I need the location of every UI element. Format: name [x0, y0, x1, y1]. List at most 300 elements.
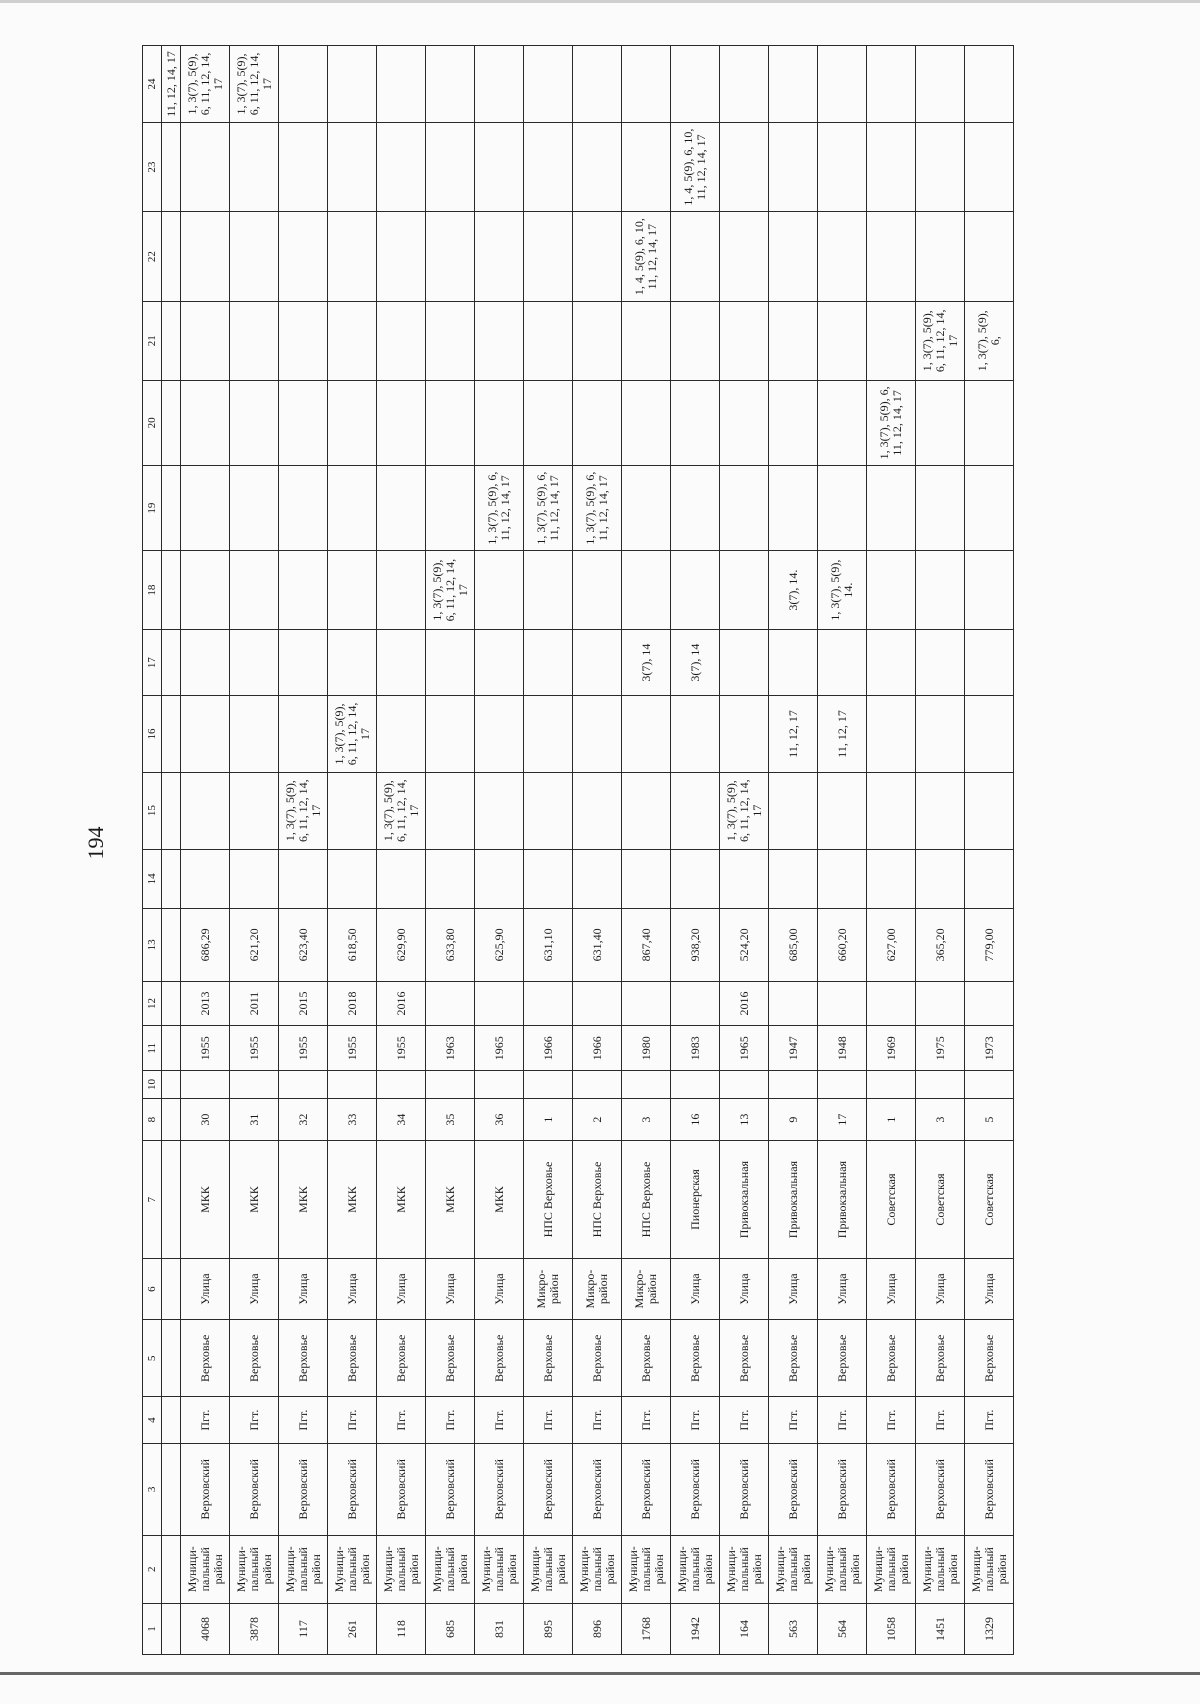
cell-c5: Верховье [279, 1320, 328, 1397]
cell-c2: Муници-пальный район [965, 1535, 1014, 1603]
cell-c15: 1, 3(7), 5(9), 6, 11, 12, 14, 17 [279, 772, 328, 849]
table-row [867, 46, 916, 1655]
cell-c23 [818, 122, 867, 212]
cell-c15 [181, 772, 230, 849]
cell-c11: 1980 [622, 1026, 671, 1071]
cell-c17 [426, 630, 475, 696]
cell-c20 [573, 380, 622, 465]
cell-c13: 660,20 [818, 909, 867, 981]
cell-c16 [426, 696, 475, 773]
cell-c18 [279, 551, 328, 630]
cell-c22: 1, 4, 5(9), 6, 10, 11, 12, 14, 17 [622, 212, 671, 302]
cell-c20 [475, 380, 524, 465]
cell-c17 [916, 630, 965, 696]
cell-c15 [769, 772, 818, 849]
cell-c13: 779,00 [965, 909, 1014, 981]
table-row [377, 46, 426, 1655]
table-row [671, 46, 720, 1655]
cell-c12 [867, 981, 916, 1026]
cell-c2: Муници-пальный район [769, 1535, 818, 1603]
cell-c14 [867, 849, 916, 909]
cell-c20 [671, 380, 720, 465]
cell-c19 [230, 465, 279, 550]
cell-c18 [671, 551, 720, 630]
cell-c5: Верховье [426, 1320, 475, 1397]
cell-c18: 1, 3(7), 5(9), 14. [818, 551, 867, 630]
cell-c8: 1 [867, 1098, 916, 1141]
table-row [818, 46, 867, 1655]
cell-c5: Верховье [230, 1320, 279, 1397]
cell-c3: Верховский [965, 1444, 1014, 1536]
cell-c24 [671, 46, 720, 123]
cell-c2: Муници-пальный район [524, 1535, 573, 1603]
cell-c5: Верховье [720, 1320, 769, 1397]
cell-c7: Пионерская [671, 1141, 720, 1258]
cell-c23 [867, 122, 916, 212]
cell-c22 [230, 212, 279, 302]
cell-c7: Привокзальная [818, 1141, 867, 1258]
cell-c10 [573, 1071, 622, 1099]
cell-c17: 3(7), 14 [622, 630, 671, 696]
cell-c4 [162, 1397, 181, 1444]
cell-c23 [965, 122, 1014, 212]
cell-c4: Пгт. [720, 1397, 769, 1444]
cell-c7: Советская [916, 1141, 965, 1258]
cell-c13 [162, 909, 181, 981]
cell-c8 [162, 1098, 181, 1141]
cell-c15 [230, 772, 279, 849]
cell-c16: 1, 3(7), 5(9), 6, 11, 12, 14, 17 [328, 696, 377, 773]
cell-c4: Пгт. [524, 1397, 573, 1444]
cell-c7: Привокзальная [720, 1141, 769, 1258]
cell-c20 [328, 380, 377, 465]
cell-c13: 867,40 [622, 909, 671, 981]
table-body [162, 46, 1014, 1655]
cell-c18 [162, 551, 181, 630]
cell-c24 [377, 46, 426, 123]
cell-c6: Микро-район [524, 1258, 573, 1320]
cell-c22 [573, 212, 622, 302]
cell-c19 [328, 465, 377, 550]
cell-c4: Пгт. [622, 1397, 671, 1444]
cell-c11: 1983 [671, 1026, 720, 1071]
cell-c2: Муници-пальный район [279, 1535, 328, 1603]
cell-c20 [230, 380, 279, 465]
table-row [279, 46, 328, 1655]
cell-c17 [818, 630, 867, 696]
cell-c20 [426, 380, 475, 465]
cell-c11: 1955 [279, 1026, 328, 1071]
cell-c14 [328, 849, 377, 909]
table-row [769, 46, 818, 1655]
cell-c22 [279, 212, 328, 302]
cell-c18: 1, 3(7), 5(9), 6, 11, 12, 14, 17 [426, 551, 475, 630]
cell-c3: Верховский [524, 1444, 573, 1536]
table-row [965, 46, 1014, 1655]
cell-c7: НПС Верховье [524, 1141, 573, 1258]
cell-c7: МКК [279, 1141, 328, 1258]
cell-c2: Муници-пальный район [622, 1535, 671, 1603]
cell-c1: 261 [328, 1603, 377, 1654]
cell-c18 [622, 551, 671, 630]
cell-c19 [769, 465, 818, 550]
top-edge-line [0, 0, 1200, 3]
cell-c14 [769, 849, 818, 909]
cell-c5: Верховье [377, 1320, 426, 1397]
cell-c17 [965, 630, 1014, 696]
cell-c4: Пгт. [475, 1397, 524, 1444]
cell-c8: 33 [328, 1098, 377, 1141]
cell-c6: Улица [230, 1258, 279, 1320]
cell-c23 [916, 122, 965, 212]
cell-c14 [573, 849, 622, 909]
cell-c10 [162, 1071, 181, 1099]
cell-c6: Улица [720, 1258, 769, 1320]
cell-c16 [720, 696, 769, 773]
cell-c2 [162, 1535, 181, 1603]
cell-c11: 1969 [867, 1026, 916, 1071]
cell-c4: Пгт. [426, 1397, 475, 1444]
table-row [573, 46, 622, 1655]
cell-c16 [965, 696, 1014, 773]
cell-c5: Верховье [769, 1320, 818, 1397]
cell-c16 [524, 696, 573, 773]
cell-c23 [573, 122, 622, 212]
cell-c11: 1948 [818, 1026, 867, 1071]
cell-c6: Улица [769, 1258, 818, 1320]
cell-c17 [230, 630, 279, 696]
cell-c13: 631,40 [573, 909, 622, 981]
cell-c1: 4068 [181, 1603, 230, 1654]
cell-c3: Верховский [769, 1444, 818, 1536]
rotated-table-wrapper [142, 45, 1042, 1655]
cell-c21: 1, 3(7), 5(9), 6, [965, 301, 1014, 380]
cell-c17 [377, 630, 426, 696]
cell-c19 [162, 465, 181, 550]
cell-c1: 1942 [671, 1603, 720, 1654]
cell-c22 [720, 212, 769, 302]
cell-c10 [377, 1071, 426, 1099]
cell-c23 [328, 122, 377, 212]
bottom-edge-line [0, 1672, 1200, 1675]
cell-c18 [377, 551, 426, 630]
cell-c23 [720, 122, 769, 212]
cell-c8: 31 [230, 1098, 279, 1141]
table-row [181, 46, 230, 1655]
column-number-22: 22 [143, 212, 162, 302]
cell-c22 [867, 212, 916, 302]
cell-c13: 618,50 [328, 909, 377, 981]
cell-c17 [769, 630, 818, 696]
cell-c18 [867, 551, 916, 630]
cell-c6: Улица [965, 1258, 1014, 1320]
cell-c23 [377, 122, 426, 212]
cell-c1: 564 [818, 1603, 867, 1654]
cell-c3: Верховский [671, 1444, 720, 1536]
cell-c24 [916, 46, 965, 123]
cell-c10 [916, 1071, 965, 1099]
cell-c20 [769, 380, 818, 465]
cell-c20 [162, 380, 181, 465]
cell-c16 [181, 696, 230, 773]
cell-c6: Улица [671, 1258, 720, 1320]
cell-c20 [279, 380, 328, 465]
cell-c4: Пгт. [769, 1397, 818, 1444]
cell-c21 [769, 301, 818, 380]
cell-c13: 631,10 [524, 909, 573, 981]
cell-c1: 164 [720, 1603, 769, 1654]
cell-c5: Верховье [328, 1320, 377, 1397]
cell-c20 [377, 380, 426, 465]
cell-c12 [426, 981, 475, 1026]
cell-c1: 831 [475, 1603, 524, 1654]
cell-c2: Муници-пальный район [573, 1535, 622, 1603]
cell-c4: Пгт. [181, 1397, 230, 1444]
cell-c13: 686,29 [181, 909, 230, 981]
cell-c20 [965, 380, 1014, 465]
cell-c5: Верховье [475, 1320, 524, 1397]
cell-c8: 5 [965, 1098, 1014, 1141]
cell-c8: 13 [720, 1098, 769, 1141]
cell-c4: Пгт. [916, 1397, 965, 1444]
column-number-18: 18 [143, 551, 162, 630]
cell-c16 [622, 696, 671, 773]
cell-c24: 1, 3(7), 5(9), 6, 11, 12, 14, 17 [230, 46, 279, 123]
cell-c11: 1965 [475, 1026, 524, 1071]
table-row [916, 46, 965, 1655]
cell-c2: Муници-пальный район [671, 1535, 720, 1603]
cell-c2: Муници-пальный район [328, 1535, 377, 1603]
cell-c24 [818, 46, 867, 123]
cell-c22 [965, 212, 1014, 302]
cell-c14 [671, 849, 720, 909]
cell-c19 [720, 465, 769, 550]
cell-c19 [965, 465, 1014, 550]
cell-c19 [426, 465, 475, 550]
cell-c11: 1955 [328, 1026, 377, 1071]
table-row [622, 46, 671, 1655]
cell-c11: 1963 [426, 1026, 475, 1071]
cell-c17 [720, 630, 769, 696]
column-number-17: 17 [143, 630, 162, 696]
cell-c23 [475, 122, 524, 212]
cell-c21 [573, 301, 622, 380]
cell-c14 [720, 849, 769, 909]
cell-c12 [916, 981, 965, 1026]
cell-c16 [916, 696, 965, 773]
cell-c23 [181, 122, 230, 212]
cell-c8: 34 [377, 1098, 426, 1141]
cell-c15 [965, 772, 1014, 849]
cell-c4: Пгт. [965, 1397, 1014, 1444]
table-row [720, 46, 769, 1655]
cell-c1: 895 [524, 1603, 573, 1654]
cell-c15 [162, 772, 181, 849]
cell-c1: 1768 [622, 1603, 671, 1654]
cell-c4: Пгт. [377, 1397, 426, 1444]
cell-c24 [720, 46, 769, 123]
cell-c10 [230, 1071, 279, 1099]
column-number-5: 5 [143, 1320, 162, 1397]
cell-c19: 1, 3(7), 5(9), 6, 11, 12, 14, 17 [475, 465, 524, 550]
cell-c6: Улица [426, 1258, 475, 1320]
column-number-20: 20 [143, 380, 162, 465]
table-row [475, 46, 524, 1655]
cell-c12 [818, 981, 867, 1026]
cell-c4: Пгт. [328, 1397, 377, 1444]
cell-c13: 621,20 [230, 909, 279, 981]
cell-c3: Верховский [916, 1444, 965, 1536]
cell-c18 [720, 551, 769, 630]
column-number-16: 16 [143, 696, 162, 773]
cell-c2: Муници-пальный район [377, 1535, 426, 1603]
cell-c24: 11, 12, 14, 17 [162, 46, 181, 123]
cell-c7: МКК [377, 1141, 426, 1258]
cell-c23 [622, 122, 671, 212]
column-number-23: 23 [143, 122, 162, 212]
cell-c7: Привокзальная [769, 1141, 818, 1258]
cell-c14 [916, 849, 965, 909]
cell-c3: Верховский [181, 1444, 230, 1536]
cell-c13: 625,90 [475, 909, 524, 981]
cell-c11: 1965 [720, 1026, 769, 1071]
cell-c17 [573, 630, 622, 696]
cell-c10 [720, 1071, 769, 1099]
cell-c5: Верховье [867, 1320, 916, 1397]
cell-c19 [818, 465, 867, 550]
cell-c12 [475, 981, 524, 1026]
cell-c10 [328, 1071, 377, 1099]
cell-c11: 1955 [230, 1026, 279, 1071]
cell-c22 [181, 212, 230, 302]
cell-c1: 563 [769, 1603, 818, 1654]
cell-c22 [162, 212, 181, 302]
cell-c21 [671, 301, 720, 380]
cell-c22 [524, 212, 573, 302]
cell-c11: 1973 [965, 1026, 1014, 1071]
cell-c16 [475, 696, 524, 773]
cell-c14 [279, 849, 328, 909]
cell-c11 [162, 1026, 181, 1071]
cell-c18 [230, 551, 279, 630]
column-number-3: 3 [143, 1444, 162, 1536]
table-row [230, 46, 279, 1655]
cell-c23 [230, 122, 279, 212]
cell-c15 [475, 772, 524, 849]
cell-c14 [426, 849, 475, 909]
cell-c14 [162, 849, 181, 909]
cell-c15 [671, 772, 720, 849]
cell-c20 [181, 380, 230, 465]
cell-c17 [279, 630, 328, 696]
cell-c20 [916, 380, 965, 465]
cell-c12 [671, 981, 720, 1026]
cell-c16: 11, 12, 17 [818, 696, 867, 773]
cell-c12: 2018 [328, 981, 377, 1026]
cell-c14 [475, 849, 524, 909]
cell-c11: 1975 [916, 1026, 965, 1071]
cell-c8: 17 [818, 1098, 867, 1141]
cell-c17: 3(7), 14 [671, 630, 720, 696]
column-number-1: 1 [143, 1603, 162, 1654]
cell-c3: Верховский [720, 1444, 769, 1536]
cell-c14 [230, 849, 279, 909]
cell-c10 [867, 1071, 916, 1099]
cell-c6 [162, 1258, 181, 1320]
cell-c7: МКК [181, 1141, 230, 1258]
cell-c24 [867, 46, 916, 123]
cell-c13: 623,40 [279, 909, 328, 981]
cell-c13: 629,90 [377, 909, 426, 981]
cell-c8: 35 [426, 1098, 475, 1141]
cell-c4: Пгт. [867, 1397, 916, 1444]
cell-c10 [818, 1071, 867, 1099]
cell-c1 [162, 1603, 181, 1654]
cell-c18 [965, 551, 1014, 630]
cell-c8: 1 [524, 1098, 573, 1141]
cell-c15 [867, 772, 916, 849]
cell-c10 [181, 1071, 230, 1099]
cell-c1: 1058 [867, 1603, 916, 1654]
cell-c6: Улица [181, 1258, 230, 1320]
cell-c15 [573, 772, 622, 849]
cell-c18 [916, 551, 965, 630]
cell-c8: 16 [671, 1098, 720, 1141]
cell-c24: 1, 3(7), 5(9), 6, 11, 12, 14, 17 [181, 46, 230, 123]
cell-c22 [818, 212, 867, 302]
cell-c14 [622, 849, 671, 909]
cell-c22 [475, 212, 524, 302]
cell-c6: Улица [818, 1258, 867, 1320]
page-number: 194 [83, 826, 108, 860]
cell-c6: Улица [328, 1258, 377, 1320]
cell-c4: Пгт. [573, 1397, 622, 1444]
cell-c1: 118 [377, 1603, 426, 1654]
column-number-8: 8 [143, 1098, 162, 1141]
cell-c8: 9 [769, 1098, 818, 1141]
column-number-21: 21 [143, 301, 162, 380]
cell-c17 [181, 630, 230, 696]
cell-c12: 2016 [720, 981, 769, 1026]
cell-c21 [426, 301, 475, 380]
cell-c18 [524, 551, 573, 630]
cell-c12 [162, 981, 181, 1026]
cell-c5: Верховье [181, 1320, 230, 1397]
cell-c1: 685 [426, 1603, 475, 1654]
cell-c20: 1, 3(7), 5(9), 6, 11, 12, 14, 17 [867, 380, 916, 465]
cell-c16 [162, 696, 181, 773]
cell-c19 [377, 465, 426, 550]
cell-c19: 1, 3(7), 5(9), 6, 11, 12, 14, 17 [573, 465, 622, 550]
cell-c3: Верховский [230, 1444, 279, 1536]
column-number-13: 13 [143, 909, 162, 981]
cell-c2: Муници-пальный район [867, 1535, 916, 1603]
cell-c12 [524, 981, 573, 1026]
cell-c24 [475, 46, 524, 123]
cell-c3: Верховский [818, 1444, 867, 1536]
cell-c15 [916, 772, 965, 849]
cell-c8: 3 [916, 1098, 965, 1141]
cell-c8: 3 [622, 1098, 671, 1141]
cell-c8: 36 [475, 1098, 524, 1141]
cell-c3: Верховский [475, 1444, 524, 1536]
cell-c20 [818, 380, 867, 465]
cell-c2: Муници-пальный район [818, 1535, 867, 1603]
cell-c11: 1966 [524, 1026, 573, 1071]
cell-c13: 524,20 [720, 909, 769, 981]
table-row [162, 46, 181, 1655]
cell-c21: 1, 3(7), 5(9), 6, 11, 12, 14, 17 [916, 301, 965, 380]
